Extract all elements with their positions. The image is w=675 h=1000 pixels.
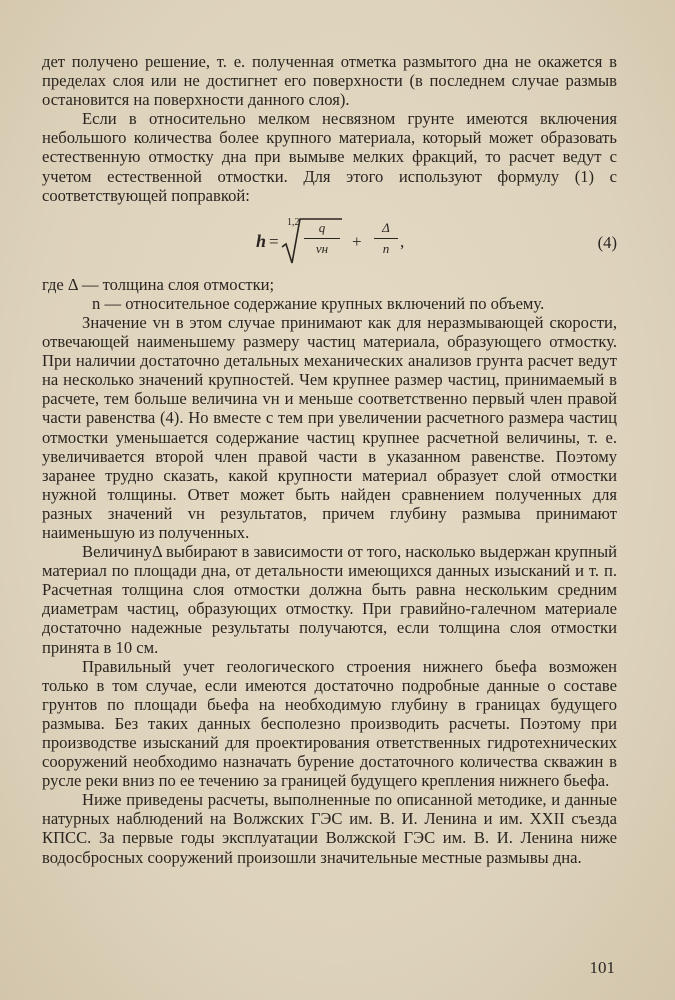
formula-equals: = (269, 231, 279, 251)
paragraph: Ниже приведены расчеты, выполненные по описанной методике, и данные натурных наблюдений на Волжских ГЭС им. В. И. Ленина и им. XXII съезда КПСС. За первые годы эксплуатации Волжской ГЭС им. В. И. Ленина ниже водосбросных сооружений произошли значительные местные размывы дна. (42, 790, 617, 867)
page-text (42, 52, 617, 867)
paragraph: Значение vн в этом случае принимают как для неразмывающей скорости, отвечающей наименьшему размеру частиц материала, образующего отмостку. При наличии достаточно детальных механических анализов грунта расчет ведут на несколько значений крупностей. Чем крупнее размер частиц, принимаемый в расчете, тем больше величина vн и меньше соответственно первый член правой части равенства (4). Но вместе с тем при увеличении расчетного размера частиц отмостки уменьшается содержание частиц крупнее расчетной величины, т. е. увеличивается второй член правой части в указанном равенстве. Поэтому заранее трудно сказать, какой крупности материал образует слой отмостки нужной толщины. Ответ может быть найден сравнением полученных для разных значений vн результатов, причем глубину размыва принимают наименьшую из полученных. (42, 312, 617, 542)
fraction-bar (304, 238, 340, 239)
paragraph: Правильный учет геологического строения нижнего бьефа возможен только в том случае, если имеются достаточно подробные данные о составе грунтов по площади бьефа на необходимую глубину в границах будущего размыва. Без таких данных бесполезно производить расчеты. Поэтому при производстве изысканий для проектирования ответственных гидротехнических сооружений необходимо назначать бурение достаточного количества скважин в русле реки вниз по ее течению за границей будущего крепления нижнего бьефа. (42, 656, 617, 791)
paragraph: Если в относительно мелком несвязном грунте имеются включения небольшого количества более крупного материала, который может образовать естественную отмостку дна при вымыве мелких фракций, то расчет ведут с учетом естественной отмостки. Для этого используют формулу (1) с соответствующей поправкой: (42, 109, 617, 205)
formula-4 (42, 211, 617, 269)
page-number: 101 (589, 958, 615, 977)
fraction-denominator: vн (315, 240, 329, 256)
root-index: 1,2 (287, 216, 300, 228)
where-line: где Δ — толщина слоя отмостки; (42, 274, 275, 294)
formula-comma: , (400, 231, 405, 251)
paragraph: дет получено решение, т. е. полученная отметка размытого дна не окажется в пределах слоя или не достигнет его поверхности (в последнем случае размыв остановится на поверхности данного слоя). (42, 52, 617, 110)
formula-lhs: h (256, 230, 267, 251)
fraction-q-over-v (304, 219, 340, 258)
fraction-bar (374, 238, 398, 239)
formula-body (256, 213, 456, 267)
where-line: n — относительное содержание крупных включений по объему. (92, 293, 545, 313)
formula-number: (4) (597, 232, 617, 252)
fraction-delta-over-n (374, 219, 398, 258)
paragraph: ВеличинуΔ выбирают в зависимости от того, насколько выдержан крупный материал по площади дна, от детальности имеющихся данных изысканий и т. п. Расчетная толщина слоя отмостки должна быть равна нескольким средним диаметрам частиц, образующих отмостку. При гравийно-галечном материале достаточно надежные результаты получаются, если толщина слоя отмостки принята в 10 см. (42, 542, 617, 657)
fraction-numerator: Δ (382, 219, 390, 235)
formula-plus: + (352, 231, 362, 251)
fraction-numerator: q (318, 219, 326, 235)
fraction-denominator: n (382, 240, 390, 256)
